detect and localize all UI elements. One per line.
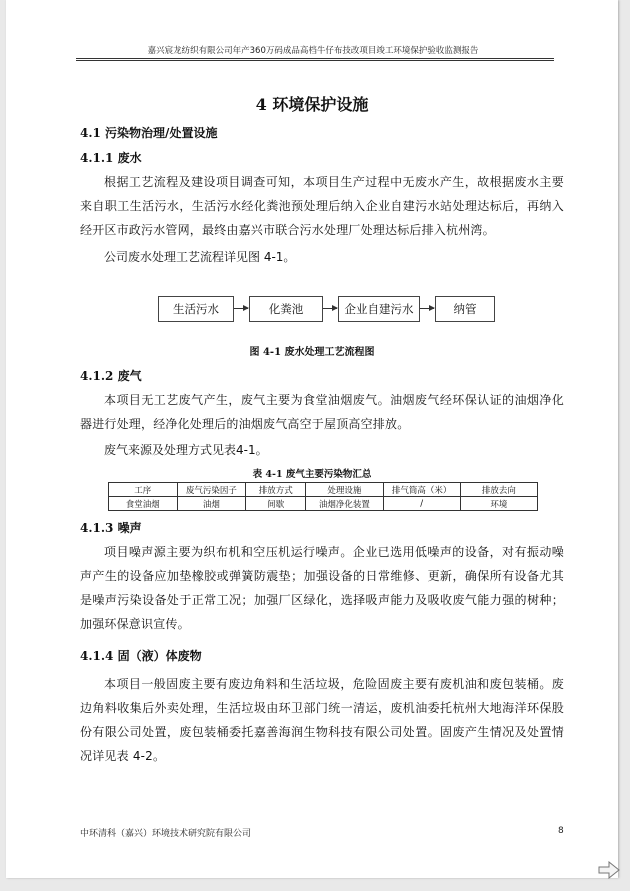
exhaust-pollutant-table (108, 482, 538, 511)
table-cell: 油烟 (177, 497, 246, 511)
section-heading-4-1-4: 4.1.4 固（液）体废物 (80, 649, 202, 663)
table-header-cell: 排放方式 (246, 483, 306, 497)
noise-paragraph: 项目噪声源主要为织布机和空压机运行噪声。企业已选用低噪声的设备，对有振动噪声产生的设备应加垫橡胶或弹簧防震垫；加强设备的日常维修、更新，确保所有设备尤其是噪声污染设备处于正常工况；加强厂区绿化，选择吸声能力及吸收废气能力强的树种；加强环保意识宣传。 (80, 545, 564, 631)
section-heading-4-1: 4.1 污染物治理/处置设施 (80, 126, 218, 140)
wastewater-flow-diagram (158, 294, 494, 324)
figure-caption: 图 4-1 废水处理工艺流程图 (249, 347, 375, 358)
section-heading-4-1-3: 4.1.3 噪声 (80, 521, 142, 535)
flow-box-sewer-network: 纳管 (435, 296, 495, 322)
table-caption: 表 4-1 废气主要污染物汇总 (252, 469, 372, 480)
page-number: 8 (558, 826, 564, 836)
table-header-row (109, 483, 538, 497)
footer-organization: 中环清科（嘉兴）环境技术研究院有限公司 (80, 829, 252, 839)
table-cell: 间歇 (246, 497, 306, 511)
table-cell: 油烟净化装置 (306, 497, 383, 511)
flow-box-wastewater-station: 企业自建污水 (338, 296, 420, 322)
header-rule-double (76, 60, 554, 61)
wastewater-paragraph: 根据工艺流程及建设项目调查可知，本项目生产过程中无废水产生，故根据废水主要来自职工生活污水，生活污水经化粪池预处理后纳入企业自建污水站处理达标后，再纳入经开区市政污水管网，最终由嘉兴市联合污水处理厂处理达标后排入杭州湾。 (80, 175, 564, 237)
table-row (109, 497, 538, 511)
table-cell: 环境 (460, 497, 537, 511)
exhaust-gas-paragraph: 本项目无工艺废气产生，废气主要为食堂油烟废气。油烟废气经环保认证的油烟净化器进行处理，经净化处理后的油烟废气高空于屋顶高空排放。 (80, 393, 564, 431)
flow-arrow (323, 308, 337, 309)
flow-arrow (234, 308, 248, 309)
section-heading-4-1-2: 4.1.2 废气 (80, 369, 142, 383)
header-rule (76, 58, 554, 59)
flow-box-septic-tank: 化粪池 (249, 296, 323, 322)
section-heading-4-1-1: 4.1.1 废水 (80, 151, 142, 165)
wastewater-figure-reference: 公司废水处理工艺流程详见图 4-1。 (104, 250, 296, 264)
table-header-cell: 废气污染因子 (177, 483, 246, 497)
table-header-cell: 排放去向 (460, 483, 537, 497)
flow-arrow (420, 308, 434, 309)
table-header-cell: 排气筒高（米） (383, 483, 460, 497)
table-cell: / (383, 497, 460, 511)
exhaust-table-reference: 废气来源及处理方式见表4-1。 (104, 443, 268, 457)
running-header: 嘉兴宸龙纺织有限公司年产360万码成品高档牛仔布技改项目竣工环境保护验收监测报告 (147, 46, 479, 56)
document-page (6, 0, 618, 878)
right-arrow-icon-graphic (598, 861, 620, 879)
table-cell: 食堂油烟 (109, 497, 178, 511)
right-arrow-icon[interactable] (598, 861, 620, 879)
table-header-cell: 工序 (109, 483, 178, 497)
chapter-title: 4 环境保护设施 (255, 95, 369, 114)
table-header-cell: 处理设施 (306, 483, 383, 497)
flow-box-domestic-sewage: 生活污水 (158, 296, 234, 322)
solid-waste-paragraph: 本项目一般固废主要有废边角料和生活垃圾，危险固废主要有废机油和废包装桶。废边角料收集后外卖处理，生活垃圾由环卫部门统一清运，废机油委托杭州大地海洋环保股份有限公司处置，废包装桶委托嘉善海润生物科技有限公司处置。固废产生情况及处置情况详见表 4-2。 (80, 677, 564, 763)
